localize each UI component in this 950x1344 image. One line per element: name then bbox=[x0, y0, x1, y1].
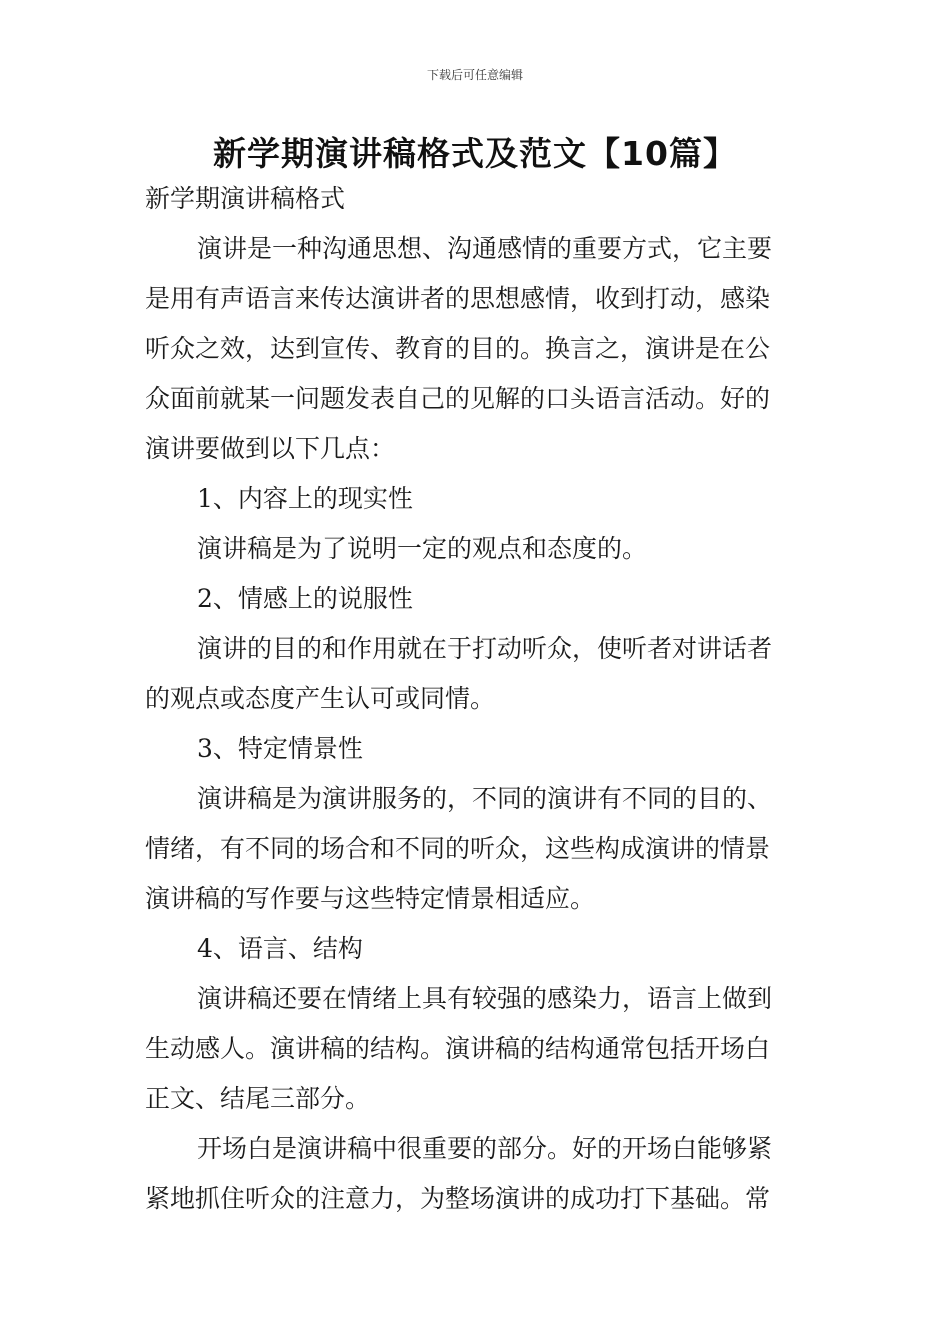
list-heading: 4、语言、结构 bbox=[197, 934, 363, 963]
paragraph-line: 众面前就某一问题发表自己的见解的口头语言活动。好的 bbox=[145, 384, 771, 413]
paragraph-line: 演讲要做到以下几点： bbox=[145, 434, 396, 463]
paragraph-line: 演讲的目的和作用就在于打动听众，使听者对讲话者 bbox=[197, 634, 773, 663]
list-heading: 1、内容上的现实性 bbox=[197, 484, 413, 513]
paragraph-line: 演讲稿的写作要与这些特定情景相适应。 bbox=[145, 884, 596, 913]
paragraph-line: 生动感人。演讲稿的结构。演讲稿的结构通常包括开场白 bbox=[145, 1034, 771, 1063]
paragraph-line: 听众之效，达到宣传、教育的目的。换言之，演讲是在公 bbox=[145, 334, 771, 363]
paragraph-line: 开场白是演讲稿中很重要的部分。好的开场白能够紧 bbox=[197, 1134, 773, 1163]
list-heading: 2、情感上的说服性 bbox=[197, 584, 413, 613]
list-heading: 3、特定情景性 bbox=[197, 734, 363, 763]
paragraph-line: 紧地抓住听众的注意力，为整场演讲的成功打下基础。常 bbox=[145, 1184, 771, 1213]
document-title: 新学期演讲稿格式及范文【10篇】 bbox=[213, 134, 737, 173]
paragraph-line: 演讲稿是为演讲服务的，不同的演讲有不同的目的、 bbox=[197, 784, 773, 813]
paragraph-line: 演讲稿还要在情绪上具有较强的感染力，语言上做到 bbox=[197, 984, 773, 1013]
paragraph-line: 的观点或态度产生认可或同情。 bbox=[145, 684, 496, 713]
paragraph-line: 是用有声语言来传达演讲者的思想感情，收到打动，感染 bbox=[145, 284, 771, 313]
section-heading: 新学期演讲稿格式 bbox=[145, 184, 346, 213]
paragraph-line: 演讲稿是为了说明一定的观点和态度的。 bbox=[197, 534, 648, 563]
paragraph-line: 情绪，有不同的场合和不同的听众，这些构成演讲的情景 bbox=[145, 834, 771, 863]
header-note: 下载后可任意编辑 bbox=[426, 68, 523, 82]
paragraph-line: 正文、结尾三部分。 bbox=[145, 1084, 371, 1113]
paragraph-line: 演讲是一种沟通思想、沟通感情的重要方式，它主要 bbox=[197, 234, 773, 263]
